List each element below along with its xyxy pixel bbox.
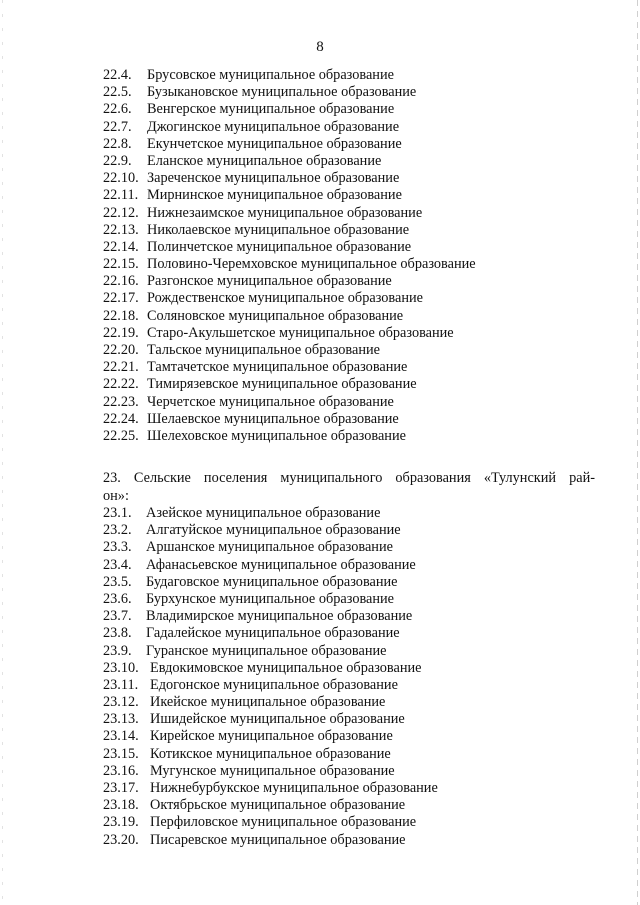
list-item-name: Екунчетское муниципальное образование [147, 135, 402, 152]
list-item [103, 557, 603, 574]
list-item-number: 23.11. [103, 676, 139, 693]
list-item-number: 23.7. [103, 608, 132, 625]
list-item-number: 22.23. [103, 393, 139, 410]
list-item [103, 308, 603, 325]
list-item-name: Писаревское муниципальное образование [150, 831, 406, 848]
list-item [103, 205, 603, 222]
page-number: 8 [316, 39, 324, 55]
list-item-name: Азейское муниципальное образование [146, 505, 381, 521]
list-item-name: Разгонское муниципальное образование [147, 273, 392, 290]
list-item [103, 342, 603, 359]
list-item-name: Мугунское муниципальное образование [150, 762, 395, 779]
list-item-number: 22.16. [103, 273, 139, 290]
list-item-name: Икейское муниципальное образование [150, 694, 386, 711]
list-item [103, 290, 603, 307]
list-item-number: 22.11. [103, 187, 139, 204]
list-item-name: Кирейское муниципальное образование [150, 728, 393, 745]
list-item-number: 23.15. [103, 745, 139, 762]
list-item-name: Черчетское муниципальное образование [147, 393, 394, 410]
list-item-name: Едогонское муниципальное образование [150, 676, 398, 693]
list-section-23 [103, 505, 603, 849]
list-item-name: Николаевское муниципальное образование [147, 221, 410, 238]
list-item-number: 22.5. [103, 84, 132, 101]
list-item [103, 539, 603, 556]
list-item-name: Ишидейское муниципальное образование [150, 711, 405, 728]
list-item-name: Алгатуйское муниципальное образование [146, 522, 401, 539]
list-item [103, 625, 603, 642]
list-item-name: Нижнебурбукское муниципальное образование [150, 780, 438, 796]
list-item [103, 256, 603, 273]
list-item-name: Брусовское муниципальное образование [147, 67, 394, 83]
list-item-number: 22.18. [103, 307, 139, 324]
list-item [103, 428, 603, 445]
list-section-22 [103, 67, 603, 445]
list-item [103, 239, 603, 256]
list-item-number: 23.5. [103, 573, 132, 590]
list-item-number: 23.13. [103, 711, 139, 728]
list-item [103, 187, 603, 204]
list-item-number: 22.10. [103, 170, 139, 187]
list-item [103, 359, 603, 376]
list-item-name: Полинчетское муниципальное образование [147, 238, 412, 255]
list-item-number: 22.21. [103, 359, 139, 376]
list-item [103, 273, 603, 290]
list-item [103, 694, 603, 711]
list-item [103, 677, 603, 694]
scan-edge-left [2, 0, 3, 905]
list-item-number: 22.14. [103, 238, 139, 255]
list-item-name: Афанасьевское муниципальное образование [146, 556, 416, 573]
list-item [103, 797, 603, 814]
list-item-name: Старо-Акульшетское муниципальное образование [147, 324, 454, 341]
list-item-number: 22.8. [103, 135, 132, 152]
list-item-number: 23.6. [103, 590, 132, 607]
list-item-name: Бузыкановское муниципальное образование [147, 84, 417, 101]
list-item [103, 170, 603, 187]
list-item-number: 23.3. [103, 539, 132, 556]
list-item-number: 22.24. [103, 410, 139, 427]
list-item-name: Еланское муниципальное образование [147, 152, 382, 169]
list-item-number: 23.10. [103, 659, 139, 676]
list-item-number: 23.18. [103, 797, 139, 814]
list-item-name: Аршанское муниципальное образование [146, 539, 393, 556]
list-item [103, 643, 603, 660]
list-item-name: Котикское муниципальное образование [150, 745, 391, 762]
list-item-name: Венгерское муниципальное образование [147, 101, 395, 118]
list-item-number: 22.4. [103, 67, 132, 83]
list-item [103, 119, 603, 136]
list-item-number: 22.6. [103, 101, 132, 118]
list-item-number: 23.19. [103, 814, 139, 831]
list-item [103, 728, 603, 745]
list-item [103, 814, 603, 831]
list-item-number: 23.8. [103, 625, 132, 642]
list-item-name: Тальское муниципальное образование [147, 342, 380, 358]
list-item-name: Шелеховское муниципальное образование [147, 427, 406, 444]
list-item-number: 23.17. [103, 780, 139, 796]
list-item-number: 22.20. [103, 342, 139, 358]
section-23-heading-continuation: он»: [103, 487, 129, 504]
list-item-number: 22.25. [103, 427, 139, 444]
list-item [103, 376, 603, 393]
list-item-name: Будаговское муниципальное образование [146, 573, 398, 590]
list-item [103, 505, 603, 522]
list-item-name: Соляновское муниципальное образование [147, 307, 404, 324]
list-item [103, 136, 603, 153]
list-item-number: 23.2. [103, 522, 132, 539]
list-item-number: 23.4. [103, 556, 132, 573]
list-item [103, 780, 603, 797]
list-item-name: Перфиловское муниципальное образование [150, 814, 417, 831]
list-item [103, 153, 603, 170]
list-item-number: 22.13. [103, 221, 139, 238]
list-item-number: 23.14. [103, 728, 139, 745]
list-item-number: 22.12. [103, 204, 139, 221]
list-item-number: 22.9. [103, 152, 132, 169]
list-item-number: 23.20. [103, 831, 139, 848]
list-item [103, 711, 603, 728]
list-item [103, 222, 603, 239]
list-item-number: 22.19. [103, 324, 139, 341]
list-item-number: 22.7. [103, 118, 132, 135]
list-item [103, 84, 603, 101]
list-item-name: Евдокимовское муниципальное образование [150, 659, 422, 676]
list-item-name: Бурхунское муниципальное образование [146, 590, 395, 607]
list-item [103, 522, 603, 539]
list-item-number: 23.9. [103, 642, 132, 659]
list-item [103, 832, 603, 849]
list-item-name: Рождественское муниципальное образование [147, 290, 423, 307]
list-item [103, 394, 603, 411]
list-item-name: Мирнинское муниципальное образование [147, 187, 402, 204]
list-item-name: Джогинское муниципальное образование [147, 118, 400, 135]
list-item-name: Гуранское муниципальное образование [146, 642, 387, 659]
list-item-name: Владимирское муниципальное образование [146, 608, 413, 625]
list-item-name: Шелаевское муниципальное образование [147, 410, 399, 427]
list-item [103, 101, 603, 118]
list-item-number: 22.17. [103, 290, 139, 307]
list-item-name: Тамтачетское муниципальное образование [147, 359, 408, 376]
list-item-number: 23.12. [103, 694, 139, 711]
list-item [103, 574, 603, 591]
scan-edge-right [637, 0, 638, 905]
list-item [103, 608, 603, 625]
list-item [103, 411, 603, 428]
list-item-name: Октябрьское муниципальное образование [150, 797, 406, 814]
list-item [103, 67, 603, 84]
list-item-number: 23.1. [103, 505, 132, 521]
list-item [103, 746, 603, 763]
list-item [103, 591, 603, 608]
list-item-number: 22.22. [103, 376, 139, 393]
list-item-name: Нижнезаимское муниципальное образование [147, 204, 423, 221]
list-item-name: Зареченское муниципальное образование [147, 170, 400, 187]
list-item-number: 23.16. [103, 762, 139, 779]
section-23-heading: 23. Сельские поселения муниципального образования «Тулунский рай- [103, 470, 595, 486]
list-item [103, 325, 603, 342]
list-item-name: Половино-Черемховское муниципальное образование [147, 256, 476, 273]
list-item-name: Тимирязевское муниципальное образование [147, 376, 417, 393]
list-item-name: Гадалейское муниципальное образование [146, 625, 400, 642]
list-item [103, 660, 603, 677]
list-item-number: 22.15. [103, 256, 139, 273]
list-item [103, 763, 603, 780]
